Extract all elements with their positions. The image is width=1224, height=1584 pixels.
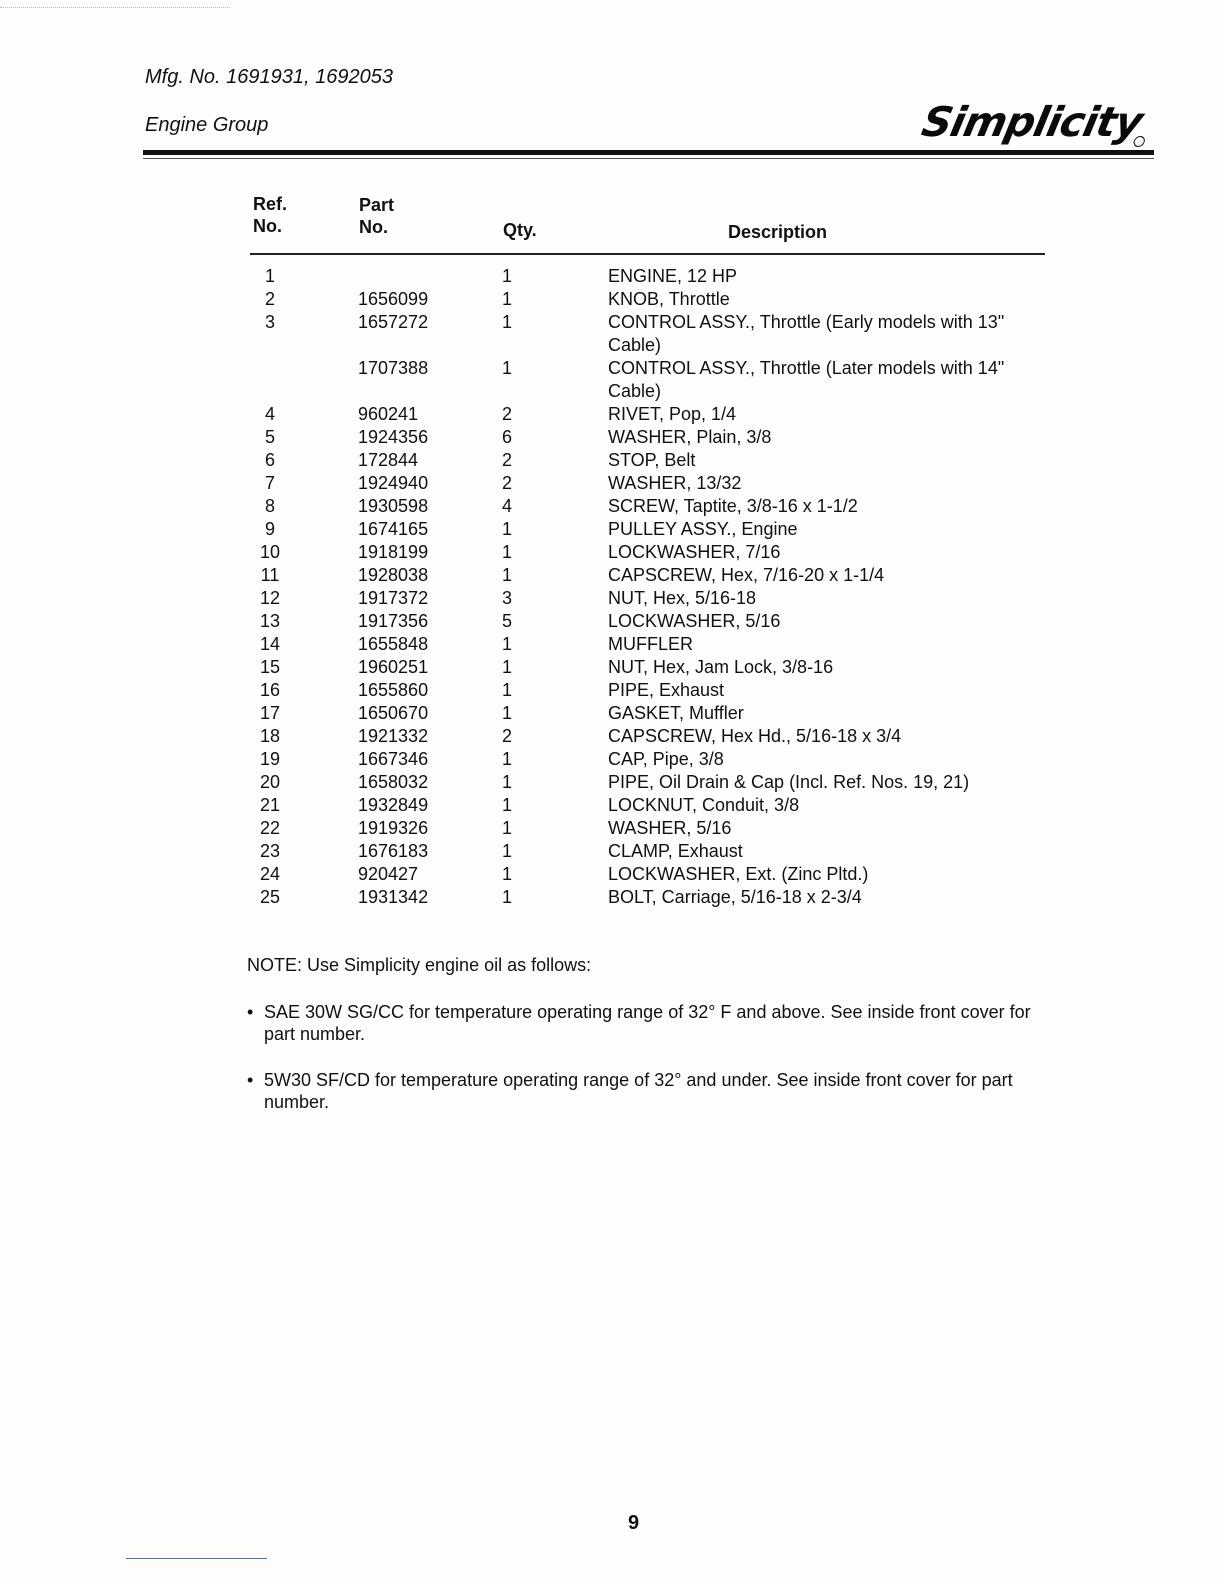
description-cell: LOCKWASHER, 7/16 bbox=[608, 542, 781, 562]
part-no-cell: 172844 bbox=[358, 450, 419, 470]
part-no-cell: 1707388 bbox=[358, 358, 429, 378]
part-no-cell: 1930598 bbox=[358, 496, 429, 516]
description-cell: NUT, Hex, Jam Lock, 3/8-16 bbox=[608, 657, 834, 677]
table-row bbox=[250, 656, 1040, 679]
description-cell: CAPSCREW, Hex, 7/16-20 x 1-1/4 bbox=[608, 565, 885, 585]
logo-text: Simplicity bbox=[917, 98, 1147, 146]
table-row bbox=[250, 311, 1040, 357]
table-row bbox=[250, 587, 1040, 610]
description-cell: LOCKNUT, Conduit, 3/8 bbox=[608, 795, 800, 815]
mfg-number: Mfg. No. 1691931, 1692053 bbox=[145, 66, 393, 88]
part-no-cell: 1918199 bbox=[358, 542, 429, 562]
description-cell: SCREW, Taptite, 3/8-16 x 1-1/2 bbox=[608, 496, 858, 516]
bottom-rule bbox=[126, 1558, 267, 1559]
qty-cell: 1 bbox=[501, 542, 512, 562]
description-cell: CONTROL ASSY., Throttle (Early models with 13" Cable) bbox=[608, 312, 1005, 355]
table-row bbox=[250, 863, 1040, 886]
qty-cell: 1 bbox=[501, 887, 512, 907]
ref-no-cell: 15 bbox=[259, 657, 281, 677]
description-cell: ENGINE, 12 HP bbox=[608, 266, 738, 286]
part-no-cell: 1658032 bbox=[358, 772, 429, 792]
ref-no-cell: 6 bbox=[264, 450, 275, 470]
table-row bbox=[250, 541, 1040, 564]
qty-cell: 1 bbox=[501, 358, 512, 378]
qty-cell: 6 bbox=[501, 427, 512, 447]
part-no-cell: 1917356 bbox=[358, 611, 429, 631]
ref-no-cell: 13 bbox=[259, 611, 281, 631]
qty-cell: 1 bbox=[501, 266, 512, 286]
description-cell: CAPSCREW, Hex Hd., 5/16-18 x 3/4 bbox=[608, 726, 902, 746]
qty-cell: 1 bbox=[501, 289, 512, 309]
ref-no-cell: 25 bbox=[259, 887, 281, 907]
part-no-cell: 920427 bbox=[358, 864, 419, 884]
bullet-icon: • bbox=[247, 1070, 254, 1090]
part-no-cell: 1924940 bbox=[358, 473, 429, 493]
ref-no-cell: 2 bbox=[264, 289, 275, 309]
note-intro: NOTE: Use Simplicity engine oil as follows: bbox=[247, 955, 592, 975]
note-item-text: 5W30 SF/CD for temperature operating range of 32° and under. See inside front cover for part number. bbox=[264, 1070, 1013, 1112]
description-cell: LOCKWASHER, Ext. (Zinc Pltd.) bbox=[608, 864, 869, 884]
description-cell: PULLEY ASSY., Engine bbox=[608, 519, 798, 539]
ref-no-cell: 24 bbox=[259, 864, 281, 884]
ref-no-cell: 17 bbox=[259, 703, 281, 723]
part-no-cell: 1919326 bbox=[358, 818, 429, 838]
header-rule bbox=[143, 150, 1154, 155]
qty-cell: 2 bbox=[501, 473, 512, 493]
table-row bbox=[250, 817, 1040, 840]
table-row bbox=[250, 679, 1040, 702]
table-row bbox=[250, 564, 1040, 587]
description-cell: GASKET, Muffler bbox=[608, 703, 744, 723]
part-no-cell: 1932849 bbox=[358, 795, 429, 815]
description-cell: STOP, Belt bbox=[608, 450, 696, 470]
section-title: Engine Group bbox=[145, 114, 269, 136]
ref-no-cell: 4 bbox=[264, 404, 275, 424]
description-cell: WASHER, 13/32 bbox=[608, 473, 742, 493]
description-cell: NUT, Hex, 5/16-18 bbox=[608, 588, 757, 608]
table-row bbox=[250, 495, 1040, 518]
part-no-cell: 1960251 bbox=[358, 657, 429, 677]
qty-cell: 1 bbox=[501, 749, 512, 769]
table-row bbox=[250, 403, 1040, 426]
description-cell: CAP, Pipe, 3/8 bbox=[608, 749, 724, 769]
column-header-part-line1: Part bbox=[359, 195, 395, 215]
part-no-cell: 1674165 bbox=[358, 519, 429, 539]
qty-cell: 1 bbox=[501, 703, 512, 723]
ref-no-cell: 1 bbox=[264, 266, 275, 286]
ref-no-cell: 7 bbox=[264, 473, 275, 493]
table-row bbox=[250, 794, 1040, 817]
ref-no-cell: 9 bbox=[264, 519, 275, 539]
qty-cell: 1 bbox=[501, 772, 512, 792]
table-row bbox=[250, 771, 1040, 794]
qty-cell: 2 bbox=[501, 726, 512, 746]
description-cell: MUFFLER bbox=[608, 634, 693, 654]
ref-no-cell: 23 bbox=[259, 841, 281, 861]
qty-cell: 1 bbox=[501, 795, 512, 815]
column-header-part bbox=[359, 194, 394, 238]
ref-no-cell: 19 bbox=[259, 749, 281, 769]
part-no-cell: 1924356 bbox=[358, 427, 429, 447]
table-row bbox=[250, 426, 1040, 449]
part-no-cell: 1676183 bbox=[358, 841, 429, 861]
table-row bbox=[250, 288, 1040, 311]
table-row bbox=[250, 748, 1040, 771]
part-no-cell: 1921332 bbox=[358, 726, 429, 746]
qty-cell: 1 bbox=[501, 519, 512, 539]
part-no-cell: 1667346 bbox=[358, 749, 429, 769]
qty-cell: 1 bbox=[501, 657, 512, 677]
description-cell: CLAMP, Exhaust bbox=[608, 841, 743, 861]
qty-cell: 1 bbox=[501, 818, 512, 838]
table-row bbox=[250, 449, 1040, 472]
description-cell: BOLT, Carriage, 5/16-18 x 2-3/4 bbox=[608, 887, 862, 907]
part-no-cell: 1917372 bbox=[358, 588, 429, 608]
page-number: 9 bbox=[628, 1512, 640, 1534]
qty-cell: 1 bbox=[501, 634, 512, 654]
description-cell: KNOB, Throttle bbox=[608, 289, 730, 309]
list-item bbox=[247, 1001, 1047, 1045]
description-cell: PIPE, Oil Drain & Cap (Incl. Ref. Nos. 19, 21) bbox=[608, 772, 970, 792]
qty-cell: 2 bbox=[501, 404, 512, 424]
ref-no-cell: 11 bbox=[260, 565, 280, 585]
ref-no-cell: 22 bbox=[259, 818, 281, 838]
header-rule-thin bbox=[143, 158, 1154, 159]
qty-cell: 5 bbox=[501, 611, 512, 631]
qty-cell: 1 bbox=[501, 680, 512, 700]
registered-mark-icon bbox=[1133, 136, 1146, 147]
ref-no-cell: 21 bbox=[259, 795, 281, 815]
list-item bbox=[247, 1069, 1047, 1113]
qty-cell: 1 bbox=[501, 312, 512, 332]
table-row bbox=[250, 886, 1040, 909]
qty-cell: 3 bbox=[501, 588, 512, 608]
table-row bbox=[250, 840, 1040, 863]
ref-no-cell: 8 bbox=[264, 496, 275, 516]
qty-cell: 4 bbox=[501, 496, 512, 516]
column-header-ref-line1: Ref. bbox=[253, 194, 288, 214]
qty-cell: 1 bbox=[501, 841, 512, 861]
ref-no-cell: 16 bbox=[259, 680, 281, 700]
description-cell: WASHER, Plain, 3/8 bbox=[608, 427, 772, 447]
table-row bbox=[250, 633, 1040, 656]
part-no-cell: 1655860 bbox=[358, 680, 429, 700]
note-list bbox=[247, 1001, 1047, 1137]
ref-no-cell: 12 bbox=[259, 588, 281, 608]
part-no-cell: 1656099 bbox=[358, 289, 429, 309]
description-cell: PIPE, Exhaust bbox=[608, 680, 725, 700]
column-header-description: Description bbox=[728, 222, 828, 242]
table-row bbox=[250, 610, 1040, 633]
description-cell: LOCKWASHER, 5/16 bbox=[608, 611, 781, 631]
column-header-ref bbox=[253, 193, 287, 237]
table-row bbox=[250, 518, 1040, 541]
column-header-ref-line2: No. bbox=[253, 216, 282, 236]
part-no-cell: 1657272 bbox=[358, 312, 429, 332]
part-no-cell: 1928038 bbox=[358, 565, 429, 585]
table-row bbox=[250, 725, 1040, 748]
table-row bbox=[250, 265, 1040, 288]
qty-cell: 2 bbox=[501, 450, 512, 470]
ref-no-cell: 20 bbox=[259, 772, 281, 792]
ref-no-cell: 3 bbox=[264, 312, 275, 332]
bullet-icon: • bbox=[247, 1002, 254, 1022]
table-row bbox=[250, 472, 1040, 495]
description-cell: RIVET, Pop, 1/4 bbox=[608, 404, 737, 424]
description-cell: WASHER, 5/16 bbox=[608, 818, 732, 838]
table-header-rule bbox=[250, 253, 1045, 255]
simplicity-logo bbox=[916, 98, 1160, 154]
table-row bbox=[250, 357, 1040, 403]
description-cell: CONTROL ASSY., Throttle (Later models with 14" Cable) bbox=[608, 358, 1005, 401]
ref-no-cell: 5 bbox=[264, 427, 275, 447]
parts-table bbox=[250, 265, 1040, 909]
ref-no-cell: 14 bbox=[259, 634, 281, 654]
ref-no-cell: 18 bbox=[259, 726, 281, 746]
ref-no-cell: 10 bbox=[259, 542, 281, 562]
part-no-cell: 1655848 bbox=[358, 634, 429, 654]
column-header-part-line2: No. bbox=[359, 217, 388, 237]
column-header-qty: Qty. bbox=[503, 220, 537, 240]
scan-artifact-dots bbox=[0, 7, 230, 8]
part-no-cell: 960241 bbox=[358, 404, 419, 424]
part-no-cell: 1931342 bbox=[358, 887, 429, 907]
note-item-text: SAE 30W SG/CC for temperature operating range of 32° F and above. See inside front cover for part number. bbox=[264, 1002, 1031, 1044]
table-row bbox=[250, 702, 1040, 725]
qty-cell: 1 bbox=[501, 565, 512, 585]
part-no-cell: 1650670 bbox=[358, 703, 429, 723]
qty-cell: 1 bbox=[501, 864, 512, 884]
